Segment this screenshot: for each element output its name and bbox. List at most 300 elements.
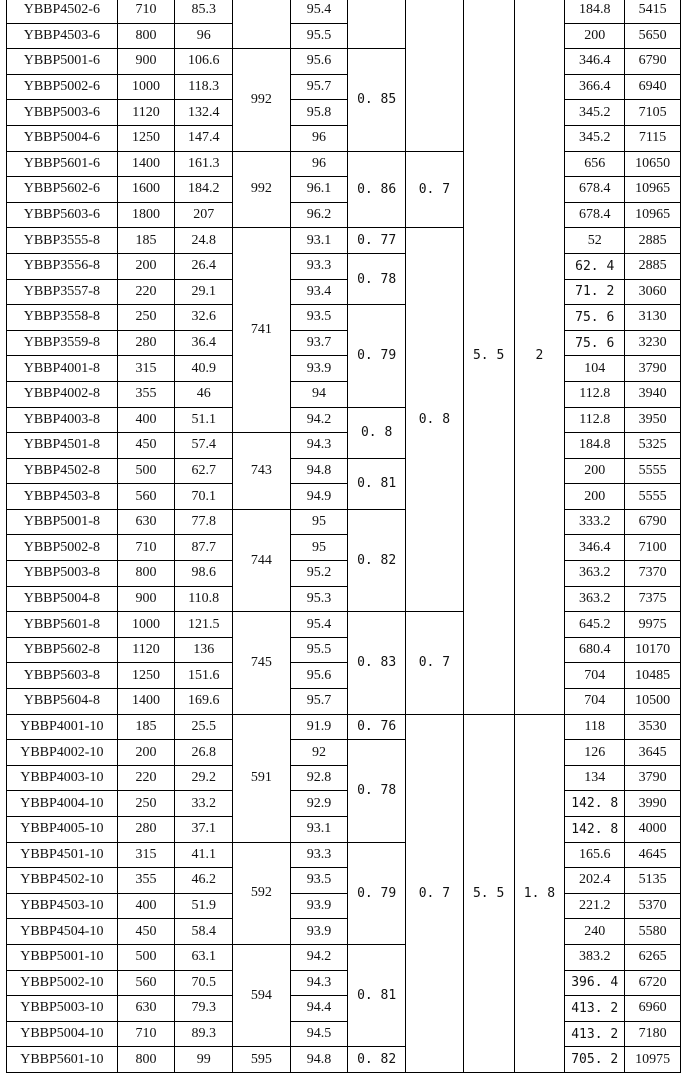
current-cell: 33.2 — [175, 791, 233, 817]
power-factor-cell: 0. 78 — [348, 253, 406, 304]
weight-cell: 118 — [565, 714, 625, 740]
ratio-cell: 0. 7 — [406, 714, 464, 1072]
table-row — [7, 125, 681, 151]
table-row — [7, 151, 681, 177]
model-cell: YBBP4503-10 — [7, 893, 118, 919]
table-row — [7, 279, 681, 305]
current-cell: 26.8 — [175, 740, 233, 766]
mass-cell: 4645 — [625, 842, 681, 868]
efficiency-cell: 93.5 — [290, 305, 348, 331]
mass-cell: 3790 — [625, 765, 681, 791]
model-cell: YBBP5603-6 — [7, 202, 118, 228]
power-cell: 800 — [117, 561, 175, 587]
efficiency-cell: 95.8 — [290, 100, 348, 126]
weight-cell: 704 — [565, 663, 625, 689]
current-cell: 79.3 — [175, 996, 233, 1022]
model-cell: YBBP5604-8 — [7, 689, 118, 715]
mass-cell: 5415 — [625, 0, 681, 23]
speed-cell: 592 — [233, 842, 291, 944]
weight-cell: 333.2 — [565, 509, 625, 535]
model-cell: YBBP4502-8 — [7, 458, 118, 484]
model-cell: YBBP5003-8 — [7, 561, 118, 587]
mass-cell: 10975 — [625, 1047, 681, 1073]
mass-cell: 5370 — [625, 893, 681, 919]
weight-cell: 104 — [565, 356, 625, 382]
table-row — [7, 458, 681, 484]
efficiency-cell: 96.2 — [290, 202, 348, 228]
mass-cell: 10500 — [625, 689, 681, 715]
model-cell: YBBP3555-8 — [7, 228, 118, 254]
current-cell: 87.7 — [175, 535, 233, 561]
current-cell: 98.6 — [175, 561, 233, 587]
mass-cell: 10170 — [625, 637, 681, 663]
max-torque-cell: 2 — [514, 0, 565, 714]
current-cell: 77.8 — [175, 509, 233, 535]
power-factor-cell: 0. 76 — [348, 714, 406, 740]
current-cell: 32.6 — [175, 305, 233, 331]
motor-spec-table — [6, 0, 681, 1073]
weight-cell: 71. 2 — [565, 279, 625, 305]
model-cell: YBBP5603-8 — [7, 663, 118, 689]
ratio-cell: 0. 8 — [406, 228, 464, 612]
table-row — [7, 970, 681, 996]
speed-cell: 741 — [233, 228, 291, 433]
model-cell: YBBP5004-10 — [7, 1021, 118, 1047]
power-factor-cell: 0. 82 — [348, 1047, 406, 1073]
model-cell: YBBP5001-10 — [7, 944, 118, 970]
speed-cell — [233, 0, 291, 49]
model-cell: YBBP5001-8 — [7, 509, 118, 535]
power-cell: 185 — [117, 714, 175, 740]
efficiency-cell: 94.8 — [290, 458, 348, 484]
current-cell: 26.4 — [175, 253, 233, 279]
table-row — [7, 561, 681, 587]
current-cell: 106.6 — [175, 49, 233, 75]
mass-cell: 6790 — [625, 49, 681, 75]
mass-cell: 3230 — [625, 330, 681, 356]
power-cell: 315 — [117, 842, 175, 868]
efficiency-cell: 92 — [290, 740, 348, 766]
model-cell: YBBP4003-10 — [7, 765, 118, 791]
power-cell: 630 — [117, 996, 175, 1022]
power-cell: 1400 — [117, 151, 175, 177]
table-row — [7, 535, 681, 561]
power-cell: 400 — [117, 407, 175, 433]
efficiency-cell: 95.4 — [290, 0, 348, 23]
table-row — [7, 49, 681, 75]
table-row — [7, 100, 681, 126]
mass-cell: 6720 — [625, 970, 681, 996]
weight-cell: 680.4 — [565, 637, 625, 663]
model-cell: YBBP5002-8 — [7, 535, 118, 561]
power-cell: 1600 — [117, 177, 175, 203]
current-cell: 51.1 — [175, 407, 233, 433]
current-cell: 29.2 — [175, 765, 233, 791]
mass-cell: 5580 — [625, 919, 681, 945]
power-factor-cell: 0. 85 — [348, 49, 406, 151]
power-cell: 1000 — [117, 612, 175, 638]
current-cell: 96 — [175, 23, 233, 49]
efficiency-cell: 95.5 — [290, 637, 348, 663]
weight-cell: 705. 2 — [565, 1047, 625, 1073]
power-cell: 1250 — [117, 125, 175, 151]
power-cell: 800 — [117, 23, 175, 49]
weight-cell: 678.4 — [565, 202, 625, 228]
power-cell: 185 — [117, 228, 175, 254]
model-cell: YBBP5602-8 — [7, 637, 118, 663]
table-row — [7, 637, 681, 663]
model-cell: YBBP4001-10 — [7, 714, 118, 740]
table-row — [7, 23, 681, 49]
efficiency-cell: 94.4 — [290, 996, 348, 1022]
current-cell: 58.4 — [175, 919, 233, 945]
efficiency-cell: 95.2 — [290, 561, 348, 587]
table-row — [7, 356, 681, 382]
power-cell: 250 — [117, 305, 175, 331]
power-cell: 355 — [117, 868, 175, 894]
model-cell: YBBP4502-6 — [7, 0, 118, 23]
efficiency-cell: 95 — [290, 535, 348, 561]
model-cell: YBBP5002-6 — [7, 74, 118, 100]
efficiency-cell: 94 — [290, 381, 348, 407]
table-row — [7, 689, 681, 715]
weight-cell: 142. 8 — [565, 791, 625, 817]
current-cell: 62.7 — [175, 458, 233, 484]
model-cell: YBBP3556-8 — [7, 253, 118, 279]
table-row — [7, 765, 681, 791]
power-cell: 1120 — [117, 100, 175, 126]
weight-cell: 396. 4 — [565, 970, 625, 996]
weight-cell: 200 — [565, 484, 625, 510]
power-cell: 400 — [117, 893, 175, 919]
table-row — [7, 74, 681, 100]
weight-cell: 346.4 — [565, 535, 625, 561]
model-cell: YBBP4005-10 — [7, 817, 118, 843]
efficiency-cell: 95.4 — [290, 612, 348, 638]
power-cell: 900 — [117, 49, 175, 75]
ratio-cell: 0. 7 — [406, 151, 464, 228]
mass-cell: 7115 — [625, 125, 681, 151]
power-factor-cell: 0. 77 — [348, 228, 406, 254]
speed-cell: 594 — [233, 944, 291, 1046]
current-cell: 99 — [175, 1047, 233, 1073]
power-cell: 710 — [117, 0, 175, 23]
weight-cell: 184.8 — [565, 433, 625, 459]
efficiency-cell: 93.9 — [290, 356, 348, 382]
model-cell: YBBP5003-10 — [7, 996, 118, 1022]
weight-cell: 346.4 — [565, 49, 625, 75]
table-row — [7, 893, 681, 919]
table-row — [7, 0, 681, 23]
efficiency-cell: 93.1 — [290, 228, 348, 254]
mass-cell: 10650 — [625, 151, 681, 177]
weight-cell: 62. 4 — [565, 253, 625, 279]
mass-cell: 7105 — [625, 100, 681, 126]
table-row — [7, 663, 681, 689]
mass-cell: 2885 — [625, 228, 681, 254]
current-cell: 136 — [175, 637, 233, 663]
weight-cell: 656 — [565, 151, 625, 177]
table-row — [7, 791, 681, 817]
table-row — [7, 177, 681, 203]
table-row — [7, 433, 681, 459]
weight-cell: 645.2 — [565, 612, 625, 638]
mass-cell: 7180 — [625, 1021, 681, 1047]
weight-cell: 366.4 — [565, 74, 625, 100]
table-row — [7, 407, 681, 433]
weight-cell: 75. 6 — [565, 305, 625, 331]
power-cell: 800 — [117, 1047, 175, 1073]
model-cell: YBBP4501-8 — [7, 433, 118, 459]
model-cell: YBBP4501-10 — [7, 842, 118, 868]
mass-cell: 3940 — [625, 381, 681, 407]
current-cell: 36.4 — [175, 330, 233, 356]
model-cell: YBBP5602-6 — [7, 177, 118, 203]
table-row — [7, 253, 681, 279]
table-row — [7, 919, 681, 945]
weight-cell: 202.4 — [565, 868, 625, 894]
current-cell: 169.6 — [175, 689, 233, 715]
efficiency-cell: 93.9 — [290, 919, 348, 945]
model-cell: YBBP5004-8 — [7, 586, 118, 612]
power-cell: 220 — [117, 765, 175, 791]
table-row — [7, 228, 681, 254]
efficiency-cell: 95.7 — [290, 689, 348, 715]
power-factor-cell: 0. 79 — [348, 842, 406, 944]
current-cell: 57.4 — [175, 433, 233, 459]
current-cell: 41.1 — [175, 842, 233, 868]
efficiency-cell: 94.2 — [290, 407, 348, 433]
efficiency-cell: 96 — [290, 125, 348, 151]
table-row — [7, 381, 681, 407]
efficiency-cell: 92.8 — [290, 765, 348, 791]
weight-cell: 126 — [565, 740, 625, 766]
model-cell: YBBP3557-8 — [7, 279, 118, 305]
efficiency-cell: 95.6 — [290, 663, 348, 689]
mass-cell: 10485 — [625, 663, 681, 689]
mass-cell: 3950 — [625, 407, 681, 433]
model-cell: YBBP5001-6 — [7, 49, 118, 75]
power-cell: 450 — [117, 433, 175, 459]
power-cell: 500 — [117, 944, 175, 970]
mass-cell: 3130 — [625, 305, 681, 331]
power-factor-cell: 0. 83 — [348, 612, 406, 714]
efficiency-cell: 95.5 — [290, 23, 348, 49]
weight-cell: 112.8 — [565, 381, 625, 407]
mass-cell: 4000 — [625, 817, 681, 843]
mass-cell: 6940 — [625, 74, 681, 100]
current-cell: 70.5 — [175, 970, 233, 996]
model-cell: YBBP4003-8 — [7, 407, 118, 433]
power-cell: 200 — [117, 253, 175, 279]
table-row — [7, 305, 681, 331]
weight-cell: 413. 2 — [565, 996, 625, 1022]
efficiency-cell: 94.9 — [290, 484, 348, 510]
power-factor-cell: 0. 82 — [348, 509, 406, 611]
power-factor-cell: 0. 79 — [348, 305, 406, 407]
weight-cell: 678.4 — [565, 177, 625, 203]
efficiency-cell: 93.4 — [290, 279, 348, 305]
current-cell: 161.3 — [175, 151, 233, 177]
table-row — [7, 740, 681, 766]
model-cell: YBBP4002-10 — [7, 740, 118, 766]
table-row — [7, 586, 681, 612]
current-cell: 121.5 — [175, 612, 233, 638]
weight-cell: 704 — [565, 689, 625, 715]
current-cell: 24.8 — [175, 228, 233, 254]
mass-cell: 5555 — [625, 458, 681, 484]
model-cell: YBBP4503-6 — [7, 23, 118, 49]
model-cell: YBBP5003-6 — [7, 100, 118, 126]
power-factor-cell — [348, 0, 406, 49]
mass-cell: 10965 — [625, 202, 681, 228]
mass-cell: 5650 — [625, 23, 681, 49]
weight-cell: 240 — [565, 919, 625, 945]
efficiency-cell: 93.5 — [290, 868, 348, 894]
power-cell: 710 — [117, 1021, 175, 1047]
mass-cell: 3645 — [625, 740, 681, 766]
current-cell: 132.4 — [175, 100, 233, 126]
mass-cell: 2885 — [625, 253, 681, 279]
power-cell: 1000 — [117, 74, 175, 100]
mass-cell: 6790 — [625, 509, 681, 535]
table-row — [7, 202, 681, 228]
efficiency-cell: 93.7 — [290, 330, 348, 356]
table-row — [7, 714, 681, 740]
speed-cell: 595 — [233, 1047, 291, 1073]
power-factor-cell: 0. 78 — [348, 740, 406, 842]
weight-cell: 165.6 — [565, 842, 625, 868]
efficiency-cell: 94.2 — [290, 944, 348, 970]
speed-cell: 992 — [233, 151, 291, 228]
current-cell: 207 — [175, 202, 233, 228]
power-cell: 710 — [117, 535, 175, 561]
power-cell: 560 — [117, 970, 175, 996]
model-cell: YBBP4001-8 — [7, 356, 118, 382]
efficiency-cell: 95 — [290, 509, 348, 535]
table-row — [7, 842, 681, 868]
weight-cell: 363.2 — [565, 586, 625, 612]
model-cell: YBBP4504-10 — [7, 919, 118, 945]
weight-cell: 200 — [565, 458, 625, 484]
efficiency-cell: 94.3 — [290, 433, 348, 459]
speed-cell: 743 — [233, 433, 291, 510]
model-cell: YBBP5601-6 — [7, 151, 118, 177]
spec-table-body — [7, 0, 681, 1072]
speed-cell: 744 — [233, 509, 291, 611]
efficiency-cell: 92.9 — [290, 791, 348, 817]
table-row — [7, 868, 681, 894]
current-cell: 37.1 — [175, 817, 233, 843]
model-cell: YBBP3558-8 — [7, 305, 118, 331]
power-cell: 1120 — [117, 637, 175, 663]
table-row — [7, 1021, 681, 1047]
model-cell: YBBP5601-10 — [7, 1047, 118, 1073]
max-torque-cell: 1. 8 — [514, 714, 565, 1072]
mass-cell: 3060 — [625, 279, 681, 305]
speed-cell: 591 — [233, 714, 291, 842]
mass-cell: 3790 — [625, 356, 681, 382]
model-cell: YBBP4004-10 — [7, 791, 118, 817]
efficiency-cell: 93.1 — [290, 817, 348, 843]
current-cell: 25.5 — [175, 714, 233, 740]
efficiency-cell: 96.1 — [290, 177, 348, 203]
table-row — [7, 612, 681, 638]
efficiency-cell: 94.5 — [290, 1021, 348, 1047]
weight-cell: 184.8 — [565, 0, 625, 23]
weight-cell: 52 — [565, 228, 625, 254]
model-cell: YBBP4503-8 — [7, 484, 118, 510]
power-cell: 280 — [117, 330, 175, 356]
weight-cell: 345.2 — [565, 100, 625, 126]
current-cell: 40.9 — [175, 356, 233, 382]
mass-cell: 7370 — [625, 561, 681, 587]
efficiency-cell: 95.3 — [290, 586, 348, 612]
current-cell: 110.8 — [175, 586, 233, 612]
table-row — [7, 484, 681, 510]
model-cell: YBBP5601-8 — [7, 612, 118, 638]
efficiency-cell: 95.6 — [290, 49, 348, 75]
model-cell: YBBP4002-8 — [7, 381, 118, 407]
mass-cell: 7100 — [625, 535, 681, 561]
power-factor-cell: 0. 86 — [348, 151, 406, 228]
current-cell: 29.1 — [175, 279, 233, 305]
power-cell: 450 — [117, 919, 175, 945]
model-cell: YBBP3559-8 — [7, 330, 118, 356]
efficiency-cell: 94.3 — [290, 970, 348, 996]
current-cell: 63.1 — [175, 944, 233, 970]
efficiency-cell: 91.9 — [290, 714, 348, 740]
table-row — [7, 996, 681, 1022]
torque-ratio-cell: 5. 5 — [463, 714, 514, 1072]
mass-cell: 3990 — [625, 791, 681, 817]
current-cell: 184.2 — [175, 177, 233, 203]
table-row — [7, 817, 681, 843]
power-factor-cell: 0. 81 — [348, 944, 406, 1046]
current-cell: 85.3 — [175, 0, 233, 23]
table-row — [7, 330, 681, 356]
power-factor-cell: 0. 81 — [348, 458, 406, 509]
mass-cell: 5555 — [625, 484, 681, 510]
model-cell: YBBP5002-10 — [7, 970, 118, 996]
weight-cell: 112.8 — [565, 407, 625, 433]
power-cell: 220 — [117, 279, 175, 305]
mass-cell: 6960 — [625, 996, 681, 1022]
mass-cell: 9975 — [625, 612, 681, 638]
model-cell: YBBP5004-6 — [7, 125, 118, 151]
power-cell: 315 — [117, 356, 175, 382]
current-cell: 118.3 — [175, 74, 233, 100]
model-cell: YBBP4502-10 — [7, 868, 118, 894]
ratio-cell: 0. 7 — [406, 612, 464, 714]
power-cell: 250 — [117, 791, 175, 817]
table-row — [7, 944, 681, 970]
power-cell: 1400 — [117, 689, 175, 715]
power-cell: 1250 — [117, 663, 175, 689]
weight-cell: 142. 8 — [565, 817, 625, 843]
power-cell: 355 — [117, 381, 175, 407]
efficiency-cell: 96 — [290, 151, 348, 177]
mass-cell: 10965 — [625, 177, 681, 203]
mass-cell: 5325 — [625, 433, 681, 459]
ratio-cell — [406, 0, 464, 151]
efficiency-cell: 93.9 — [290, 893, 348, 919]
current-cell: 70.1 — [175, 484, 233, 510]
speed-cell: 745 — [233, 612, 291, 714]
power-cell: 1800 — [117, 202, 175, 228]
current-cell: 51.9 — [175, 893, 233, 919]
power-factor-cell: 0. 8 — [348, 407, 406, 458]
